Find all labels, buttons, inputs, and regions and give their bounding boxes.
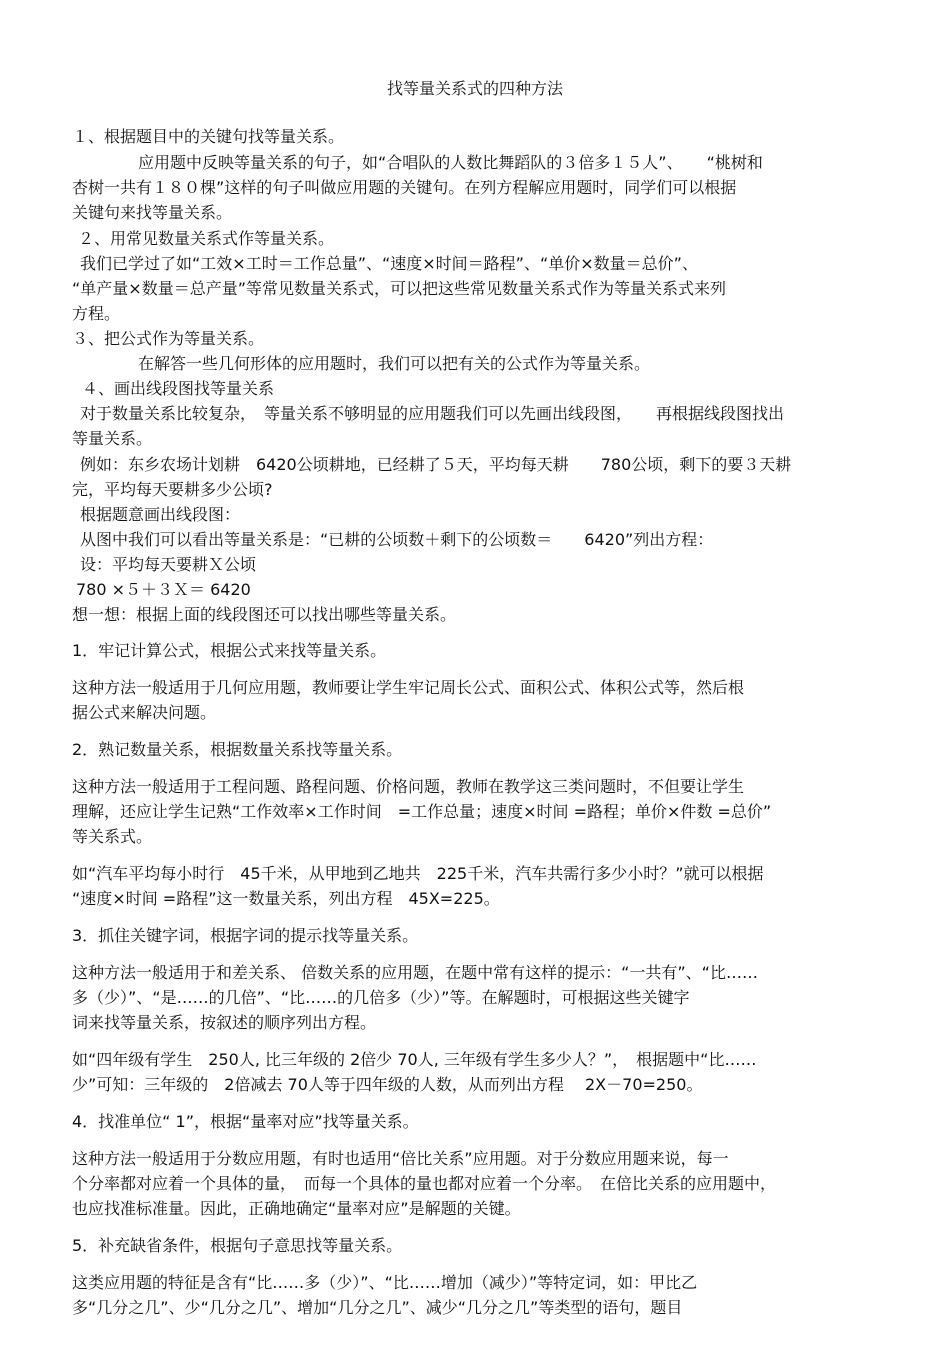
paragraph-line: 完，平均每天要耕多少公顷? xyxy=(72,480,273,499)
paragraph-line: 对于数量关系比较复杂， 等量关系不够明显的应用题我们可以先画出线段图， 再根据线段图找出 xyxy=(80,404,785,423)
paragraph-line: “速度×时间 =路程”这一数量关系，列出方程 45X=225。 xyxy=(72,889,500,908)
paragraph-line: 词来找等量关系，按叙述的顺序列出方程。 xyxy=(72,1013,377,1032)
paragraph-line: 从图中我们可以看出等量关系是：“已耕的公顷数＋剩下的公顷数＝ 6420”列出方程： xyxy=(80,530,714,549)
paragraph-line: 这类应用题的特征是含有“比……多（少）”、“比……增加（减少）”等特定词，如：甲比乙 xyxy=(72,1273,698,1292)
heading-method-4: ４、画出线段图找等量关系 xyxy=(82,379,275,398)
paragraph-line: 关键句来找等量关系。 xyxy=(72,203,233,222)
section-heading-2: 2．熟记数量关系，根据数量关系找等量关系。 xyxy=(72,740,403,759)
paragraph-line: 设：平均每天要耕Ｘ公顷 xyxy=(80,555,257,574)
heading-method-1: １、根据题目中的关键句找等量关系。 xyxy=(72,127,345,146)
page-title: 找等量关系式的四种方法 xyxy=(386,79,563,98)
section-heading-3: 3．抓住关键字词，根据字词的提示找等量关系。 xyxy=(72,926,419,945)
section-heading-1: 1．牢记计算公式，根据公式来找等量关系。 xyxy=(72,641,387,660)
paragraph-line: 少”可知：三年级的 2倍减去 70人等于四年级的人数，从而列出方程 2X－70=250。 xyxy=(72,1075,703,1094)
paragraph-line: 这种方法一般适用于工程问题、路程问题、价格问题，教师在教学这三类问题时，不但要让学生 xyxy=(72,777,745,796)
paragraph-line: 个分率都对应着一个具体的量， 而每一个具体的量也都对应着一个分率。 在倍比关系的应用题中， xyxy=(72,1174,777,1193)
paragraph-line: 在解答一些几何形体的应用题时，我们可以把有关的公式作为等量关系。 xyxy=(138,354,651,373)
paragraph-line: 如“汽车平均每小时行 45千米，从甲地到乙地共 225千米，汽车共需行多少小时？”就可以根据 xyxy=(72,864,764,883)
paragraph-line: 想一想：根据上面的线段图还可以找出哪些等量关系。 xyxy=(72,605,457,624)
paragraph-line: 杏树一共有１８０棵”这样的句子叫做应用题的关键句。在列方程解应用题时，同学们可以根据 xyxy=(72,178,737,197)
paragraph-line: 如“四年级有学生 250人, 比三年级的 2倍少 70人, 三年级有学生多少人？”， 根据题中“比…… xyxy=(72,1050,757,1069)
paragraph-line: 这种方法一般适用于分数应用题，有时也适用“倍比关系”应用题。对于分数应用题来说，每一 xyxy=(72,1149,729,1168)
paragraph-line: 我们已学过了如“工效×工时＝工作总量”、“速度×时间＝路程”、“单价×数量＝总价”、 xyxy=(80,254,698,273)
paragraph-line: 这种方法一般适用于和差关系、 倍数关系的应用题，在题中常有这样的提示：“一共有”、“比…… xyxy=(72,963,758,982)
paragraph-line: 方程。 xyxy=(72,304,121,323)
paragraph-line: 等关系式。 xyxy=(72,827,153,846)
paragraph-line: 多（少）”、“是……的几倍”、“比……的几倍多（少）”等。在解题时，可根据这些关键字 xyxy=(72,988,690,1007)
paragraph-line: 应用题中反映等量关系的句子，如“合唱队的人数比舞蹈队的３倍多１５人”、 “桃树和 xyxy=(138,153,763,172)
paragraph-line: 多“几分之几”、少“几分之几”、增加“几分之几”、减少“几分之几”等类型的语句，题目 xyxy=(72,1298,683,1317)
heading-method-3: ３、把公式作为等量关系。 xyxy=(72,329,265,348)
paragraph-line: 也应找准标准量。因此，正确地确定“量率对应”是解题的关键。 xyxy=(72,1199,521,1218)
paragraph-line: 根据题意画出线段图： xyxy=(80,505,241,524)
paragraph-line: 理解，还应让学生记熟“工作效率×工作时间 =工作总量；速度×时间 =路程；单价×件数 =总价” xyxy=(72,802,772,821)
equation-line: 780 ×５＋３Ｘ＝ 6420 xyxy=(76,580,251,599)
paragraph-line: 例如：东乡农场计划耕 6420公顷耕地，已经耕了５天，平均每天耕 780公顷，剩下的要３天耕 xyxy=(80,455,792,474)
paragraph-line: 这种方法一般适用于几何应用题，教师要让学生牢记周长公式、面积公式、体积公式等，然后根 xyxy=(72,678,745,697)
section-heading-4: 4．找准单位“ 1”，根据“量率对应”找等量关系。 xyxy=(72,1112,419,1131)
section-heading-5: 5．补充缺省条件，根据句子意思找等量关系。 xyxy=(72,1236,403,1255)
heading-method-2: ２、用常见数量关系式作等量关系。 xyxy=(78,229,335,248)
paragraph-line: 据公式来解决问题。 xyxy=(72,703,217,722)
paragraph-line: “单产量×数量＝总产量”等常见数量关系式，可以把这些常见数量关系式作为等量关系式来列 xyxy=(72,279,726,298)
paragraph-line: 等量关系。 xyxy=(72,429,153,448)
